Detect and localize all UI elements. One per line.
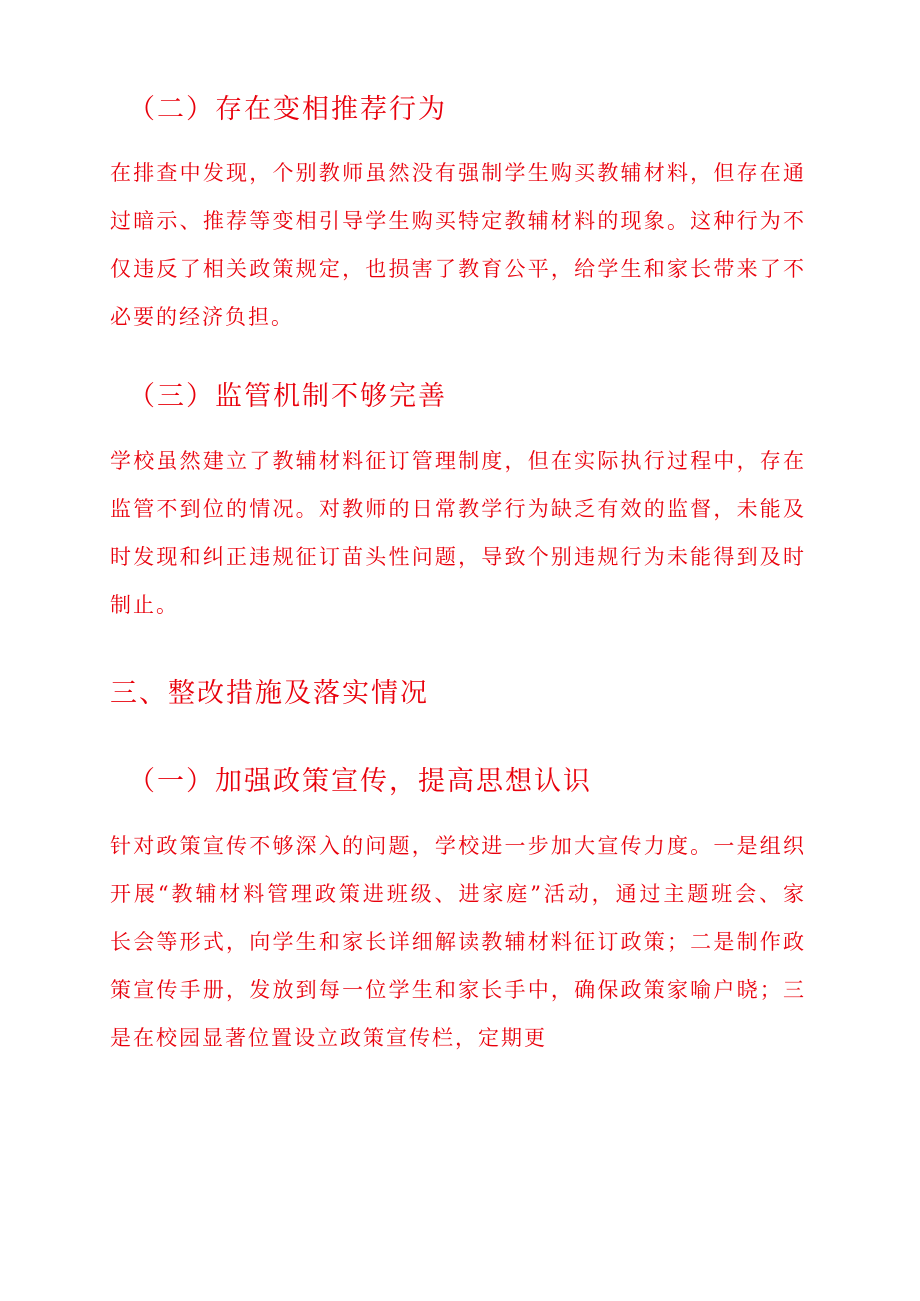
section-heading-3: （三）监管机制不够完善 <box>128 381 447 412</box>
paragraph-line: 必要的经济负担。 <box>110 305 294 329</box>
chapter-heading: 三、整改措施及落实情况 <box>110 678 429 709</box>
paragraph-line: 开展“教辅材料管理政策进班级、进家庭”活动，通过主题班会、家 <box>110 882 804 906</box>
paragraph-line: 长会等形式，向学生和家长详细解读教辅材料征订政策；二是制作政 <box>110 930 804 954</box>
paragraph-line: 时发现和纠正违规征订苗头性问题，导致个别违规行为未能得到及时 <box>110 545 804 569</box>
paragraph-section-3 <box>110 437 804 629</box>
paragraph-line: 过暗示、推荐等变相引导学生购买特定教辅材料的现象。这种行为不 <box>110 209 804 233</box>
paragraph-line: 是在校园显著位置设立政策宣传栏，定期更 <box>110 1026 547 1050</box>
paragraph-section-1 <box>110 822 804 1062</box>
paragraph-line: 针对政策宣传不够深入的问题，学校进一步加大宣传力度。一是组织 <box>110 834 804 858</box>
section-heading-2: （二）存在变相推荐行为 <box>128 94 447 125</box>
section-heading-1: （一）加强政策宣传，提高思想认识 <box>128 766 592 797</box>
paragraph-line: 在排查中发现，个别教师虽然没有强制学生购买教辅材料，但存在通 <box>110 161 804 185</box>
paragraph-line: 仅违反了相关政策规定，也损害了教育公平，给学生和家长带来了不 <box>110 257 804 281</box>
paragraph-line: 学校虽然建立了教辅材料征订管理制度，但在实际执行过程中，存在 <box>110 449 804 473</box>
paragraph-line: 策宣传手册，发放到每一位学生和家长手中，确保政策家喻户晓；三 <box>110 978 804 1002</box>
paragraph-line: 制止。 <box>110 593 179 617</box>
paragraph-section-2 <box>110 149 804 341</box>
paragraph-line: 监管不到位的情况。对教师的日常教学行为缺乏有效的监督，未能及 <box>110 497 804 521</box>
